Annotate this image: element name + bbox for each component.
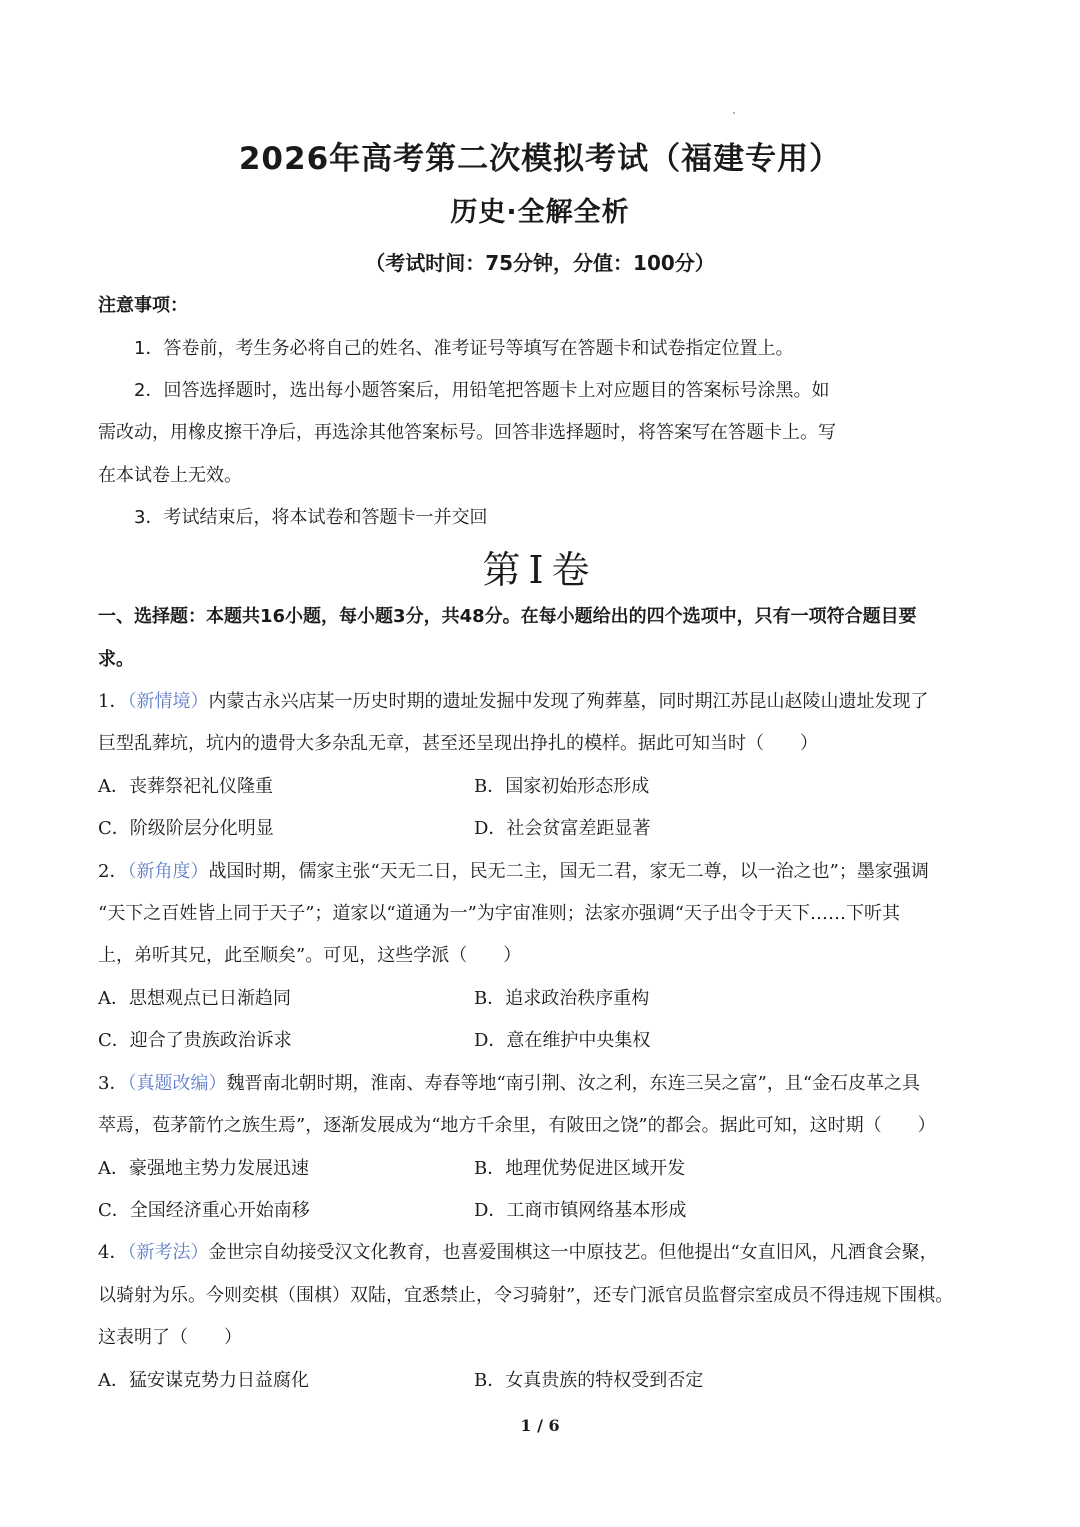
question-stem: 金世宗自幼接受汉文化教育，也喜爱围棋这一中原技艺。但他提出“女直旧风，凡酒食会聚， (208, 1242, 938, 1263)
question-tag: （新角度） (127, 861, 209, 882)
question-stem: 内蒙古永兴店某一历史时期的遗址发掘中发现了殉葬墓，同时期江苏昆山赵陵山遗址发现了 (208, 691, 929, 712)
page-number: 1 / 6 (520, 1416, 560, 1435)
question-2-option-b: B．追求政治秩序重构 (474, 988, 650, 1009)
scan-speck (733, 112, 735, 114)
notice-item-1: 1．答卷前，考生务必将自己的姓名、准考证号等填写在答题卡和试卷指定位置上。 (134, 338, 794, 359)
question-number: 2． (98, 861, 128, 882)
question-3-option-b: B．地理优势促进区域开发 (474, 1158, 686, 1179)
question-1-option-b: B．国家初始形态形成 (474, 776, 650, 797)
question-3-line-2: 萃焉，苞茅箭竹之族生焉”，逐渐发展成为“地方千余里，有陂田之饶”的都会。据此可知，这时期（ ） (98, 1115, 936, 1136)
question-2-line-3: 上，弟听其兄，此至顺矣”。可见，这些学派（ ） (98, 945, 522, 966)
question-stem: 魏晋南北朝时期，淮南、寿春等地“南引荆、汝之利，东连三吴之富”，且“金石皮革之具 (226, 1073, 921, 1094)
question-3-option-d: D．工商市镇网络基本形成 (474, 1200, 687, 1221)
question-2-option-d: D．意在维护中央集权 (474, 1030, 651, 1051)
question-stem: 战国时期，儒家主张“天无二日，民无二主，国无二君，家无二尊，以一治之也”；墨家强调 (208, 861, 929, 882)
question-1-option-c: C．阶级阶层分化明显 (98, 818, 274, 839)
section-heading-line-2: 求。 (98, 649, 134, 670)
question-2-line-1 (98, 857, 929, 887)
question-4-line-2: 以骑射为乐。今则奕棋（围棋）双陆，宜悉禁止，令习骑射”，还专门派官员监督宗室成员不得违规下围棋。 (98, 1285, 954, 1306)
question-4-line-1 (98, 1238, 938, 1268)
question-4-option-b: B．女真贵族的特权受到否定 (474, 1370, 704, 1391)
question-4-line-3: 这表明了（ ） (98, 1327, 242, 1348)
question-number: 1． (98, 691, 128, 712)
notice-item-2-line-2: 需改动，用橡皮擦干净后，再选涂其他答案标号。回答非选择题时，将答案写在答题卡上。写 (98, 422, 836, 443)
question-tag: （新情境） (127, 691, 209, 712)
question-3-option-a: A．豪强地主势力发展迅速 (98, 1158, 309, 1179)
exam-time-score: （考试时间：75分钟，分值：100分） (365, 251, 715, 275)
exam-subtitle: 历史·全解全析 (450, 197, 630, 228)
notice-item-2-line-3: 在本试卷上无效。 (98, 465, 242, 486)
question-4-option-a: A．猛安谋克势力日益腐化 (98, 1370, 309, 1391)
question-tag: （真题改编） (127, 1073, 227, 1094)
question-3-line-1 (98, 1069, 920, 1099)
exam-title: 2026年高考第二次模拟考试（福建专用） (238, 141, 842, 177)
notice-heading: 注意事项： (98, 295, 188, 316)
notice-item-2-line-1: 2．回答选择题时，选出每小题答案后，用铅笔把答题卡上对应题目的答案标号涂黑。如 (134, 380, 830, 401)
question-3-option-c: C．全国经济重心开始南移 (98, 1200, 310, 1221)
notice-item-3: 3．考试结束后，将本试卷和答题卡一并交回 (134, 507, 488, 528)
question-number: 3． (98, 1073, 128, 1094)
question-1-line-2: 巨型乱葬坑，坑内的遗骨大多杂乱无章，甚至还呈现出挣扎的模样。据此可知当时（ ） (98, 733, 818, 754)
question-number: 4． (98, 1242, 128, 1263)
volume-title: 第Ⅰ卷 (482, 548, 598, 592)
question-1-line-1 (98, 687, 928, 717)
question-2-line-2: “天下之百姓皆上同于天子”；道家以“道通为一”为宇宙准则；法家亦强调“天子出令于天下……下听其 (98, 903, 901, 924)
question-1-option-a: A．丧葬祭祀礼仪隆重 (98, 776, 273, 797)
question-2-option-c: C．迎合了贵族政治诉求 (98, 1030, 292, 1051)
question-1-option-d: D．社会贫富差距显著 (474, 818, 651, 839)
question-tag: （新考法） (127, 1242, 209, 1263)
section-heading-line-1: 一、选择题：本题共16小题，每小题3分，共48分。在每小题给出的四个选项中，只有一项符合题目要 (98, 606, 917, 627)
question-2-option-a: A．思想观点已日渐趋同 (98, 988, 291, 1009)
